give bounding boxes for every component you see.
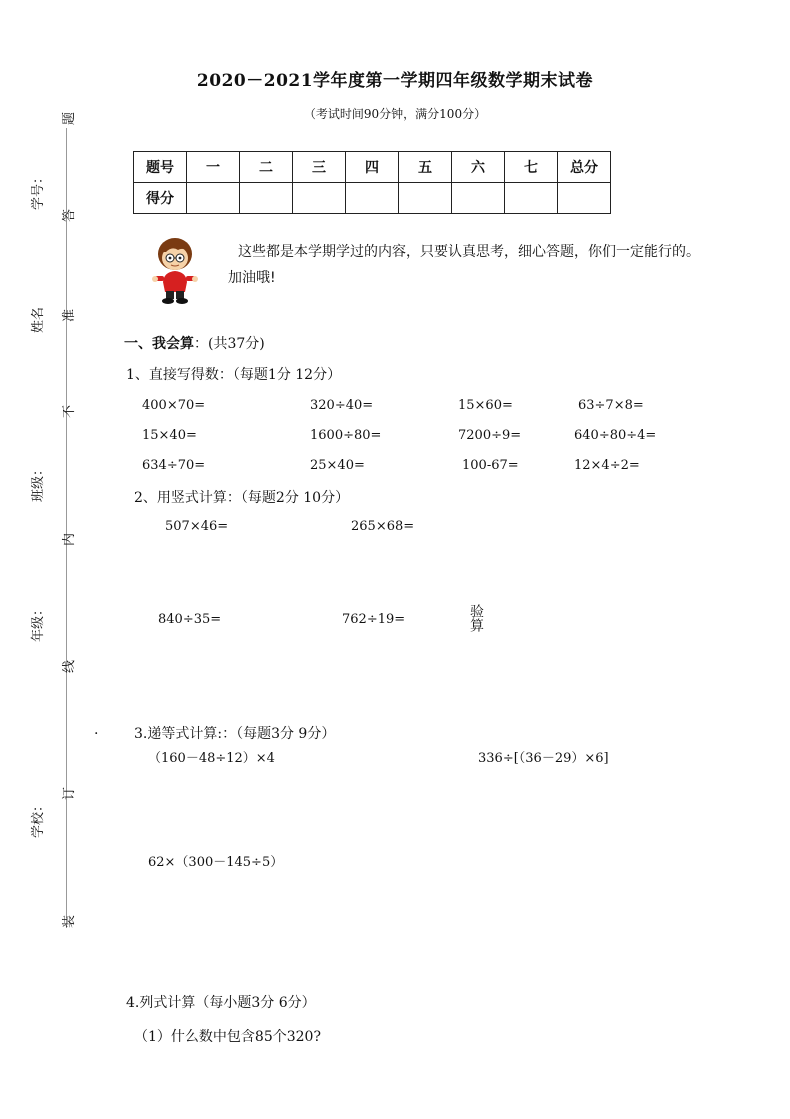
oral-problem: 1600÷80= [310,428,382,443]
score-cell[interactable] [558,183,611,214]
header-cell: 总分 [558,152,611,183]
vertical-problem: 265×68= [351,519,415,534]
check-calculation-label: 验算 [468,604,484,632]
seal-char-6: 线 [62,659,77,673]
stray-dot: . [94,722,99,738]
student-id-label: 学号： [31,170,46,210]
oral-problem: 7200÷9= [458,428,522,443]
school-label: 学校： [31,798,46,838]
cartoon-boy-avatar [150,236,200,306]
score-table [133,151,611,214]
stepwise-problem: 62×（300－145÷5） [148,855,284,870]
header-cell: 题号 [134,152,187,183]
score-cell[interactable] [187,183,240,214]
seal-char-3: 准 [62,308,77,322]
oral-problem: 640÷80÷4= [574,428,657,443]
encouragement-text: 这些都是本学期学过的内容，只要认真思考，细心答题，你们一定能行的。加油哦! [228,244,700,286]
oral-problem: 100-67= [462,458,519,473]
exam-subtitle: （考试时间90分钟，满分100分） [303,107,487,121]
oral-problem: 12×4÷2= [574,458,640,473]
page-title: 2020－2021学年度第一学期四年级数学期末试卷 [196,71,594,91]
section-1-title: 一、我会算 [124,336,194,352]
seal-char-1: 题 [62,111,77,125]
part-1-title: 1、直接写得数：（每题1分 12分） [126,367,342,383]
oral-problem: 634÷70= [142,458,206,473]
header-cell: 五 [399,152,452,183]
vertical-problem: 507×46= [165,519,229,534]
class-label: 班级： [31,462,46,502]
section-1-heading [124,333,265,353]
score-cell[interactable] [293,183,346,214]
part-2-title: 2、用竖式计算：（每题2分 10分） [134,490,350,506]
word-problem-1: （1）什么数中包含85个320? [134,1029,321,1045]
stepwise-problem: （160－48÷12）×4 [148,751,275,766]
header-cell: 四 [346,152,399,183]
score-table-header-row [134,152,611,183]
seal-char-7: 订 [62,786,77,800]
score-cell[interactable] [452,183,505,214]
grade-label: 年级： [31,602,46,642]
seal-char-8: 装 [62,914,77,928]
seal-char-2: 答 [62,208,77,222]
score-cell[interactable] [399,183,452,214]
header-cell: 一 [187,152,240,183]
score-cell[interactable] [240,183,293,214]
oral-problem: 63÷7×8= [578,398,644,413]
name-label: 姓名 [31,306,46,333]
header-cell: 六 [452,152,505,183]
seal-char-5: 内 [62,532,77,546]
oral-problem: 15×60= [458,398,513,413]
vertical-problem: 762÷19= [342,612,406,627]
binding-line [66,128,67,928]
part-3-title: 3.递等式计算:：（每题3分 9分） [134,726,336,742]
score-cell[interactable] [505,183,558,214]
oral-problem: 400×70= [142,398,206,413]
score-cell[interactable] [346,183,399,214]
header-cell: 二 [240,152,293,183]
score-table-score-row [134,183,611,214]
stepwise-problem: 336÷[（36－29）×6] [478,751,609,766]
seal-char-4: 不 [62,404,77,418]
header-cell: 七 [505,152,558,183]
oral-problem: 25×40= [310,458,365,473]
header-cell: 三 [293,152,346,183]
vertical-problem: 840÷35= [158,612,222,627]
oral-problem: 15×40= [142,428,197,443]
row-label-cell: 得分 [134,183,187,214]
oral-problem: 320÷40= [310,398,374,413]
section-1-points: ：(共37分) [194,336,265,352]
part-4-title: 4.列式计算（每小题3分 6分） [126,995,316,1011]
